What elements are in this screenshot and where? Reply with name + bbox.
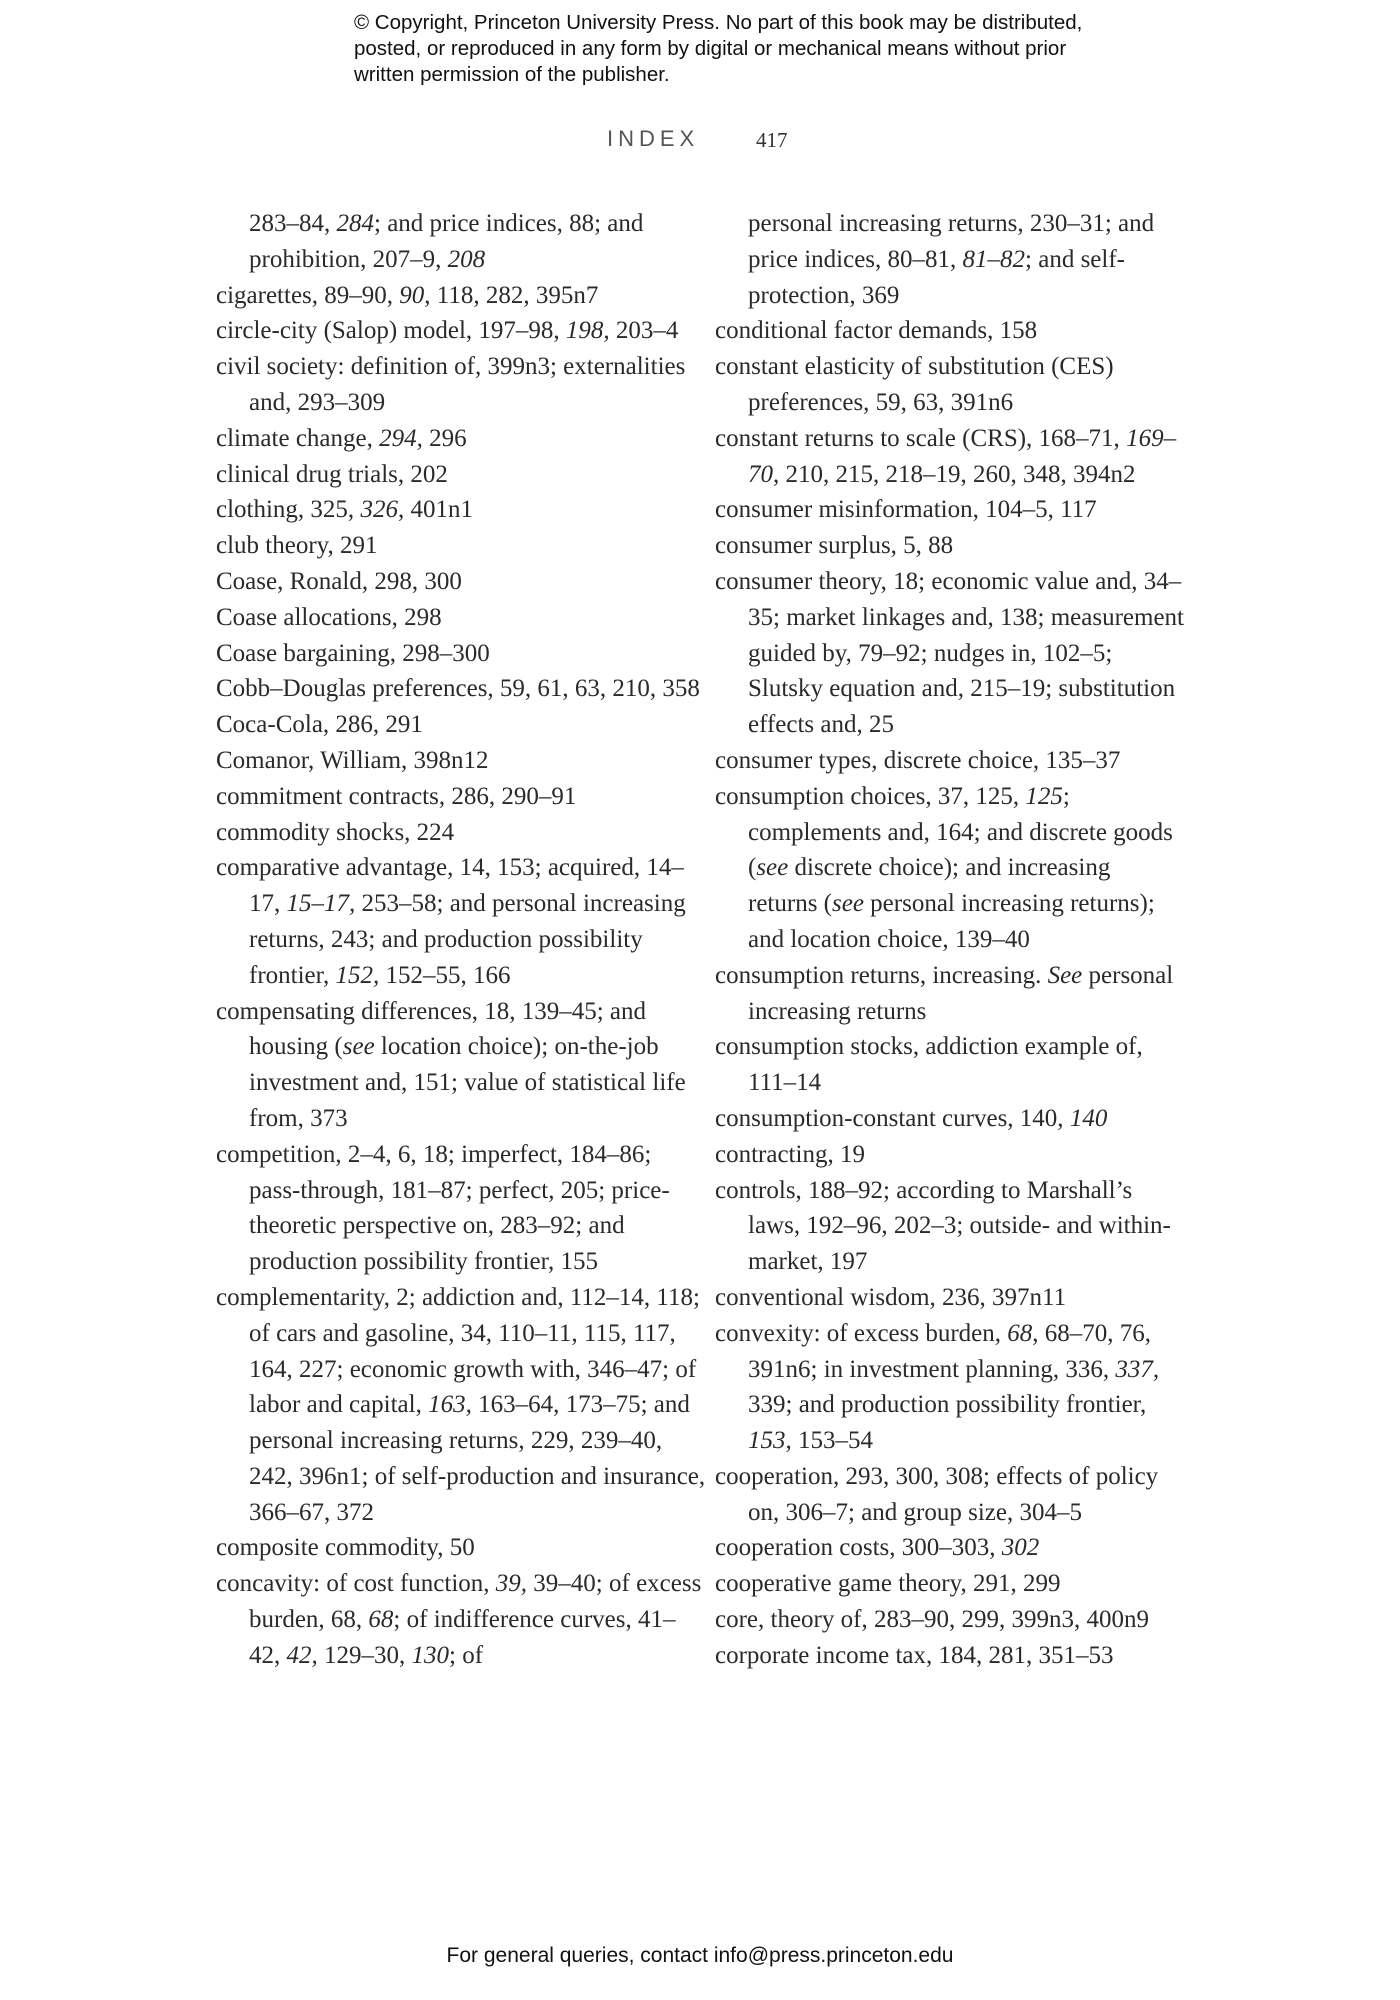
index-entry: constant elasticity of substitution (CES) preferences, 59, 63, 391n6	[715, 353, 1114, 416]
index-entry: conditional factor demands, 158	[715, 317, 1038, 345]
copyright-notice: © Copyright, Princeton University Press. No part of this book may be distributed, posted, or reproduced in any form by digital or mechanical means without prior written permission of the publisher.	[354, 11, 1083, 86]
index-entry: commodity shocks, 224	[216, 818, 455, 846]
index-entry: conventional wisdom, 236, 397n11	[715, 1283, 1067, 1311]
index-entry: competition, 2–4, 6, 18; imperfect, 184–86; pass-through, 181–87; perfect, 205; price-theoretic perspective on, 283–92; and production possibility frontier, 155	[216, 1140, 670, 1276]
index-entry: 283–84, 284; and price indices, 88; and prohibition, 207–9, 208	[249, 210, 644, 273]
index-entry: clinical drug trials, 202	[216, 460, 448, 488]
index-entry: Comanor, William, 398n12	[216, 746, 489, 774]
index-entry: consumer types, discrete choice, 135–37	[715, 746, 1121, 774]
index-entry: cooperative game theory, 291, 299	[715, 1570, 1061, 1598]
index-entry: consumption choices, 37, 125, 125; complements and, 164; and discrete goods (see discrete choice); and increasing returns (see personal increasing returns); and location choice, 139–40	[715, 782, 1173, 953]
index-entry: personal increasing returns, 230–31; and price indices, 80–81, 81–82; and self-protection, 369	[748, 210, 1155, 309]
index-entry: compensating differences, 18, 139–45; and housing (see location choice); on-the-job investment and, 151; value of statistical life from, 373	[216, 997, 686, 1132]
footer-contact: For general queries, contact info@press.princeton.edu	[446, 1944, 954, 1967]
index-entry: consumption returns, increasing. See personal increasing returns	[715, 961, 1174, 1025]
index-entry: cooperation, 293, 300, 308; effects of policy on, 306–7; and group size, 304–5	[715, 1462, 1159, 1526]
index-entry: consumer surplus, 5, 88	[715, 532, 954, 560]
index-entry: core, theory of, 283–90, 299, 399n3, 400n9	[715, 1606, 1149, 1634]
index-entry: circle-city (Salop) model, 197–98, 198, 203–4	[216, 317, 679, 345]
index-entry: club theory, 291	[216, 532, 378, 560]
index-entry: commitment contracts, 286, 290–91	[216, 782, 577, 810]
index-entry: clothing, 325, 326, 401n1	[216, 496, 473, 524]
page-number: 417	[756, 128, 788, 152]
index-entry: cooperation costs, 300–303, 302	[715, 1534, 1040, 1562]
index-entry: consumer theory, 18; economic value and, 34–35; market linkages and, 138; measurement guided by, 79–92; nudges in, 102–5; Slutsky equation and, 215–19; substitution effects and, 25	[715, 567, 1184, 739]
index-entry: Coase bargaining, 298–300	[216, 639, 490, 667]
index-column-left	[216, 206, 706, 1674]
index-entry: Cobb–Douglas preferences, 59, 61, 63, 210, 358	[216, 675, 700, 703]
index-entry: consumer misinformation, 104–5, 117	[715, 496, 1097, 524]
index-entry: constant returns to scale (CRS), 168–71, 169–70, 210, 215, 218–19, 260, 348, 394n2	[715, 424, 1177, 488]
index-entry: Coca-Cola, 286, 291	[216, 711, 423, 739]
index-entry: climate change, 294, 296	[216, 424, 467, 452]
index-entry: Coase, Ronald, 298, 300	[216, 567, 462, 595]
index-entry: civil society: definition of, 399n3; externalities and, 293–309	[216, 353, 686, 416]
index-entry: cigarettes, 89–90, 90, 118, 282, 395n7	[216, 281, 599, 309]
index-entry: concavity: of cost function, 39, 39–40; of excess burden, 68, 68; of indifference curves, 41–42, 42, 129–30, 130; of	[216, 1570, 702, 1669]
index-entry: complementarity, 2; addiction and, 112–14, 118; of cars and gasoline, 34, 110–11, 115, 117, 164, 227; economic growth with, 346–47; of labor and capital, 163, 163–64, 173–75; and personal increasing returns, 229, 239–40, 242, 396n1; of self-production and insurance, 366–67, 372	[216, 1283, 706, 1526]
section-title: INDEX	[607, 126, 700, 151]
index-entry: consumption-constant curves, 140, 140	[715, 1104, 1108, 1132]
index-entry: convexity: of excess burden, 68, 68–70, 76, 391n6; in investment planning, 336, 337, 339; and production possibility frontier, 153, 153–54	[715, 1319, 1160, 1455]
index-entry: comparative advantage, 14, 153; acquired, 14–17, 15–17, 253–58; and personal increasing returns, 243; and production possibility frontier, 152, 152–55, 166	[216, 854, 686, 989]
index-entry: contracting, 19	[715, 1140, 865, 1168]
index-entry: composite commodity, 50	[216, 1534, 475, 1562]
index-entry: corporate income tax, 184, 281, 351–53	[715, 1641, 1114, 1669]
index-entry: consumption stocks, addiction example of, 111–14	[715, 1033, 1143, 1097]
index-column-right	[715, 206, 1185, 1674]
index-entry: controls, 188–92; according to Marshall’s laws, 192–96, 202–3; outside- and within-market, 197	[715, 1176, 1171, 1276]
index-entry: Coase allocations, 298	[216, 603, 442, 631]
